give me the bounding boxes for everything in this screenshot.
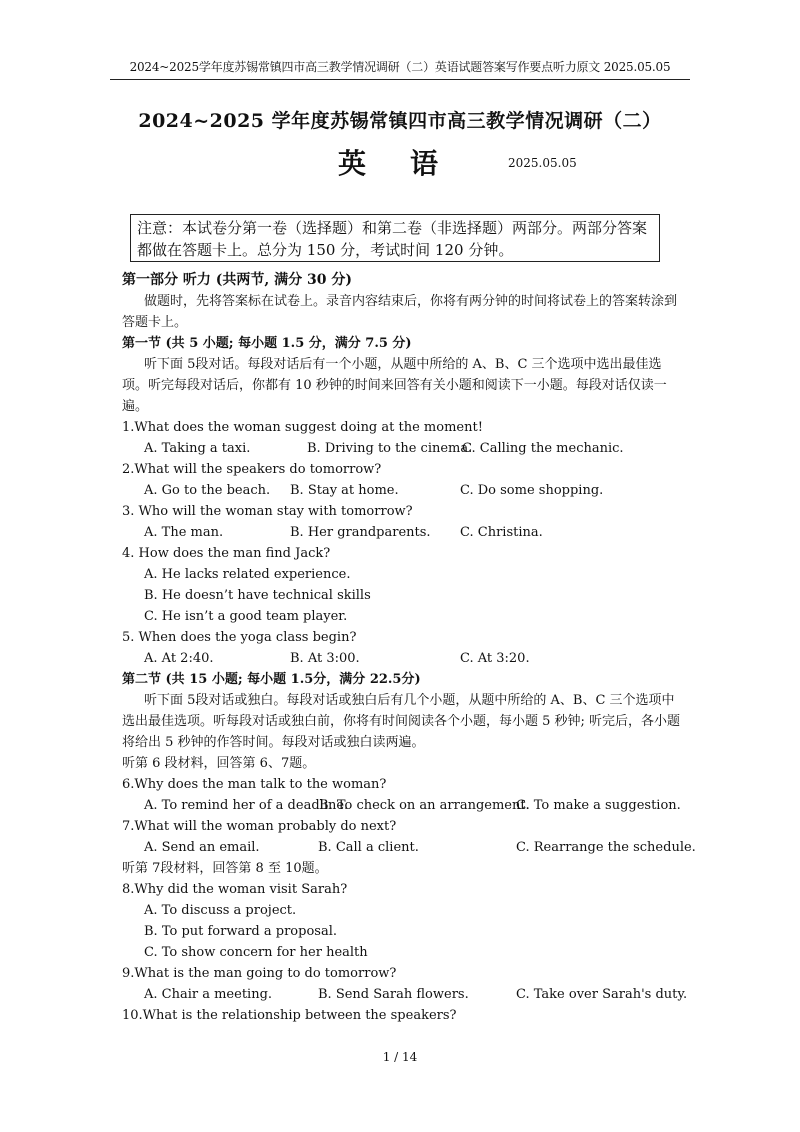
question-5-option-a[interactable]: A. At 2:40. <box>144 651 214 666</box>
question-3-stem: 3. Who will the woman stay with tomorrow? <box>122 504 413 519</box>
question-7-option-c[interactable]: C. Rearrange the schedule. <box>516 840 696 855</box>
question-5-option-c[interactable]: C. At 3:20. <box>460 651 530 666</box>
running-header: 2024~2025学年度苏锡常镇四市高三教学情况调研（二）英语试题答案写作要点听力原文 2025.05.05 <box>129 60 671 74</box>
question-7-stem: 7.What will the woman probably do next? <box>122 819 397 834</box>
question-4-option-a[interactable]: A. He lacks related experience. <box>144 567 351 582</box>
question-6-options <box>122 795 682 816</box>
question-2-option-c[interactable]: C. Do some shopping. <box>460 483 604 498</box>
question-4-option-c[interactable]: C. He isn’t a good team player. <box>144 609 348 624</box>
question-9-stem: 9.What is the man going to do tomorrow? <box>122 966 397 981</box>
question-4-stem: 4. How does the man find Jack? <box>122 546 331 561</box>
question-8-option-a[interactable]: A. To discuss a project. <box>144 903 297 918</box>
question-8-option-c[interactable]: C. To show concern for her health <box>144 945 368 960</box>
question-5-option-b[interactable]: B. At 3:00. <box>290 651 360 666</box>
question-9-option-c[interactable]: C. Take over Sarah's duty. <box>516 987 688 1002</box>
material-6-note: 听第 6 段材料，回答第 6、7题。 <box>122 756 316 771</box>
part1-instruction: 做题时，先将答案标在试卷上。录音内容结束后，你将有两分钟的时间将试卷上的答案转涂到答题卡上。 <box>122 294 678 330</box>
question-9-option-b[interactable]: B. Send Sarah flowers. <box>318 987 469 1002</box>
question-6-option-c[interactable]: C. To make a suggestion. <box>516 798 681 813</box>
material-7-note: 听第 7段材料，回答第 8 至 10题。 <box>122 861 328 876</box>
question-8-option-b[interactable]: B. To put forward a proposal. <box>144 924 337 939</box>
question-6-stem: 6.Why does the man talk to the woman? <box>122 777 387 792</box>
question-9-option-a[interactable]: A. Chair a meeting. <box>144 987 273 1002</box>
page-number: 1 / 14 <box>382 1050 418 1064</box>
part1-title: 第一部分 听力 (共两节, 满分 30 分) <box>122 272 352 288</box>
question-5-options <box>122 648 682 669</box>
section1-title: 第一节 (共 5 小题; 每小题 1.5 分，满分 7.5 分) <box>122 336 412 351</box>
question-7-option-a[interactable]: A. Send an email. <box>144 840 260 855</box>
question-7-options <box>122 837 696 858</box>
question-6-option-a[interactable]: A. To remind her of a deadline. <box>144 798 349 813</box>
notice-box: 注意：本试卷分第一卷（选择题）和第二卷（非选择题）两部分。两部分答案都做在答题卡上。总分为 150 分，考试时间 120 分钟。 <box>130 214 660 262</box>
question-1-options <box>122 438 682 459</box>
question-2-option-a[interactable]: A. Go to the beach. <box>144 483 271 498</box>
question-3-options <box>122 522 682 543</box>
section2-instruction: 听下面 5段对话或独白。每段对话或独白后有几个小题，从题中所给的 A、B、C 三个选项中选出最佳选项。听每段对话或独白前，你将有时间阅读各个小题，每小题 5 秒钟; 听完后，各小题将给出 5 秒钟的作答时间。每段对话或独白读两遍。 <box>122 693 681 750</box>
question-3-option-c[interactable]: C. Christina. <box>460 525 543 540</box>
question-2-option-b[interactable]: B. Stay at home. <box>290 483 399 498</box>
main-title: 2024~2025 学年度苏锡常镇四市高三教学情况调研（二） <box>138 110 662 132</box>
question-7-option-b[interactable]: B. Call a client. <box>318 840 419 855</box>
question-9-options <box>122 984 688 1005</box>
question-5-stem: 5. When does the yoga class begin? <box>122 630 357 645</box>
question-1-stem: 1.What does the woman suggest doing at the moment! <box>122 420 483 435</box>
section1-instruction: 听下面 5段对话。每段对话后有一个小题，从题中所给的 A、B、C 三个选项中选出最佳选项。听完每段对话后，你都有 10 秒钟的时间来回答有关小题和阅读下一小题。每段对话仅读一遍。 <box>122 357 667 414</box>
question-1-option-c[interactable]: C. Calling the mechanic. <box>462 441 624 456</box>
question-2-options <box>122 480 682 501</box>
subject-title: 英语 <box>338 147 483 180</box>
question-8-stem: 8.Why did the woman visit Sarah? <box>122 882 348 897</box>
header-rule <box>110 79 690 80</box>
question-3-option-b[interactable]: B. Her grandparents. <box>290 525 431 540</box>
exam-date: 2025.05.05 <box>508 156 577 170</box>
question-4-option-b[interactable]: B. He doesn’t have technical skills <box>144 588 371 603</box>
section2-title: 第二节 (共 15 小题; 每小题 1.5分，满分 22.5分) <box>122 672 421 687</box>
question-6-option-b[interactable]: B. To check on an arrangement. <box>319 798 530 813</box>
question-3-option-a[interactable]: A. The man. <box>144 525 224 540</box>
subject-row <box>0 142 800 182</box>
question-2-stem: 2.What will the speakers do tomorrow? <box>122 462 382 477</box>
question-1-option-b[interactable]: B. Driving to the cinema. <box>307 441 473 456</box>
question-1-option-a[interactable]: A. Taking a taxi. <box>144 441 251 456</box>
exam-content <box>122 270 696 1026</box>
question-10-stem: 10.What is the relationship between the speakers? <box>122 1008 457 1023</box>
